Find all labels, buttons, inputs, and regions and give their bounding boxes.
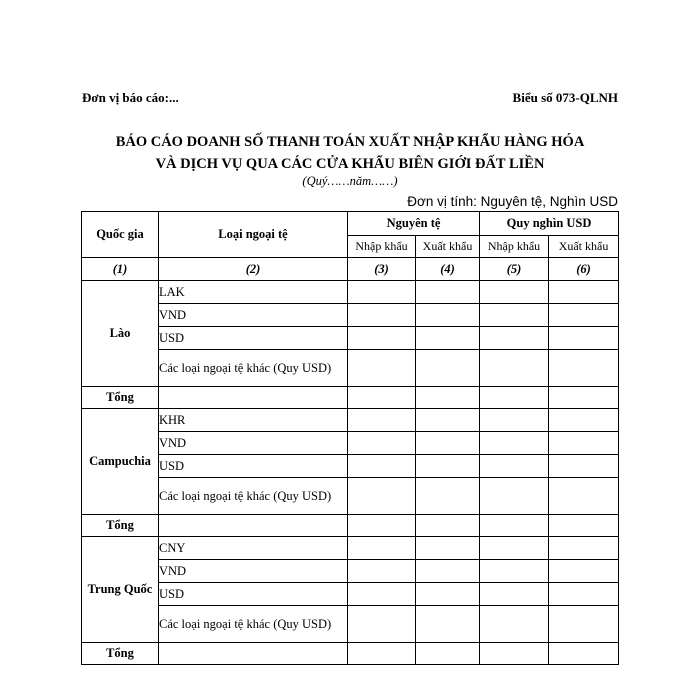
column-index: (3) [348, 258, 416, 281]
value-cell[interactable] [416, 537, 480, 560]
value-cell[interactable] [480, 327, 549, 350]
value-cell[interactable] [549, 304, 619, 327]
total-label: Tổng [82, 643, 159, 665]
value-cell[interactable] [480, 455, 549, 478]
value-cell[interactable] [348, 606, 416, 643]
currency-name: VND [159, 304, 348, 327]
header-export-original: Xuất khẩu [416, 236, 480, 258]
total-value-cell[interactable] [416, 643, 480, 665]
header-original-currency: Nguyên tệ [348, 212, 480, 236]
value-cell[interactable] [480, 350, 549, 387]
currency-name: Các loại ngoại tệ khác (Quy USD) [159, 606, 348, 643]
currency-name: USD [159, 583, 348, 606]
currency-row [82, 281, 619, 304]
value-cell[interactable] [480, 560, 549, 583]
value-cell[interactable] [549, 583, 619, 606]
value-cell[interactable] [348, 281, 416, 304]
currency-row [82, 432, 619, 455]
column-index: (5) [480, 258, 549, 281]
value-cell[interactable] [416, 455, 480, 478]
value-cell[interactable] [348, 350, 416, 387]
value-cell[interactable] [549, 478, 619, 515]
country-name: Campuchia [82, 409, 159, 515]
currency-name: Các loại ngoại tệ khác (Quy USD) [159, 478, 348, 515]
value-cell[interactable] [480, 281, 549, 304]
value-cell[interactable] [416, 409, 480, 432]
total-value-cell[interactable] [549, 387, 619, 409]
value-cell[interactable] [348, 327, 416, 350]
value-cell[interactable] [480, 606, 549, 643]
value-cell[interactable] [416, 560, 480, 583]
currency-name: KHR [159, 409, 348, 432]
currency-name: VND [159, 432, 348, 455]
total-row [82, 387, 619, 409]
currency-name: Các loại ngoại tệ khác (Quy USD) [159, 350, 348, 387]
value-cell[interactable] [416, 350, 480, 387]
value-cell[interactable] [480, 432, 549, 455]
total-value-cell[interactable] [348, 643, 416, 665]
value-cell[interactable] [348, 478, 416, 515]
report-period: (Quý……năm……) [302, 174, 398, 188]
value-cell[interactable] [480, 478, 549, 515]
value-cell[interactable] [416, 327, 480, 350]
total-label: Tổng [82, 515, 159, 537]
value-cell[interactable] [416, 606, 480, 643]
value-cell[interactable] [549, 327, 619, 350]
column-index: (2) [159, 258, 348, 281]
total-value-cell[interactable] [348, 515, 416, 537]
total-value-cell[interactable] [416, 515, 480, 537]
value-cell[interactable] [416, 304, 480, 327]
header-country: Quốc gia [82, 212, 159, 258]
currency-row [82, 327, 619, 350]
total-value-cell[interactable] [159, 643, 348, 665]
value-cell[interactable] [348, 455, 416, 478]
column-index: (6) [549, 258, 619, 281]
country-name: Lào [82, 281, 159, 387]
value-cell[interactable] [549, 432, 619, 455]
currency-row [82, 606, 619, 643]
value-cell[interactable] [348, 304, 416, 327]
total-value-cell[interactable] [549, 643, 619, 665]
currency-name: VND [159, 560, 348, 583]
currency-row [82, 537, 619, 560]
total-value-cell[interactable] [348, 387, 416, 409]
report-title-line-2: VÀ DỊCH VỤ QUA CÁC CỬA KHẨU BIÊN GIỚI ĐẤT LIỀN [155, 156, 545, 172]
value-cell[interactable] [549, 281, 619, 304]
column-index: (4) [416, 258, 480, 281]
value-cell[interactable] [348, 560, 416, 583]
value-cell[interactable] [549, 455, 619, 478]
total-value-cell[interactable] [159, 387, 348, 409]
total-value-cell[interactable] [159, 515, 348, 537]
currency-name: LAK [159, 281, 348, 304]
column-index: (1) [82, 258, 159, 281]
currency-row [82, 560, 619, 583]
value-cell[interactable] [549, 409, 619, 432]
value-cell[interactable] [480, 583, 549, 606]
total-value-cell[interactable] [416, 387, 480, 409]
currency-name: USD [159, 455, 348, 478]
value-cell[interactable] [549, 350, 619, 387]
currency-row [82, 350, 619, 387]
currency-row [82, 478, 619, 515]
total-row [82, 515, 619, 537]
value-cell[interactable] [480, 409, 549, 432]
value-cell[interactable] [416, 281, 480, 304]
currency-name: USD [159, 327, 348, 350]
value-cell[interactable] [480, 537, 549, 560]
unit-of-measure: Đơn vị tính: Nguyên tệ, Nghìn USD [407, 194, 618, 209]
header-import-usd: Nhập khẩu [480, 236, 549, 258]
value-cell[interactable] [348, 583, 416, 606]
total-value-cell[interactable] [549, 515, 619, 537]
value-cell[interactable] [348, 432, 416, 455]
value-cell[interactable] [416, 478, 480, 515]
value-cell[interactable] [549, 537, 619, 560]
reporting-unit-label: Đơn vị báo cáo:... [82, 90, 179, 105]
currency-row [82, 455, 619, 478]
header-thousand-usd: Quy nghìn USD [480, 212, 619, 236]
total-value-cell[interactable] [480, 387, 549, 409]
report-table [81, 211, 619, 665]
header-export-usd: Xuất khẩu [549, 236, 619, 258]
value-cell[interactable] [416, 432, 480, 455]
currency-name: CNY [159, 537, 348, 560]
country-name: Trung Quốc [82, 537, 159, 643]
value-cell[interactable] [416, 583, 480, 606]
value-cell[interactable] [480, 304, 549, 327]
currency-row [82, 409, 619, 432]
header-import-original: Nhập khẩu [348, 236, 416, 258]
total-row [82, 643, 619, 665]
total-value-cell[interactable] [480, 643, 549, 665]
total-label: Tổng [82, 387, 159, 409]
value-cell[interactable] [348, 537, 416, 560]
currency-row [82, 304, 619, 327]
value-cell[interactable] [348, 409, 416, 432]
report-title-line-1: BÁO CÁO DOANH SỐ THANH TOÁN XUẤT NHẬP KHẨU HÀNG HÓA [115, 134, 585, 150]
value-cell[interactable] [549, 560, 619, 583]
header-currency-type: Loại ngoại tệ [159, 212, 348, 258]
total-value-cell[interactable] [480, 515, 549, 537]
form-number-label: Biểu số 073-QLNH [512, 90, 618, 105]
currency-row [82, 583, 619, 606]
value-cell[interactable] [549, 606, 619, 643]
